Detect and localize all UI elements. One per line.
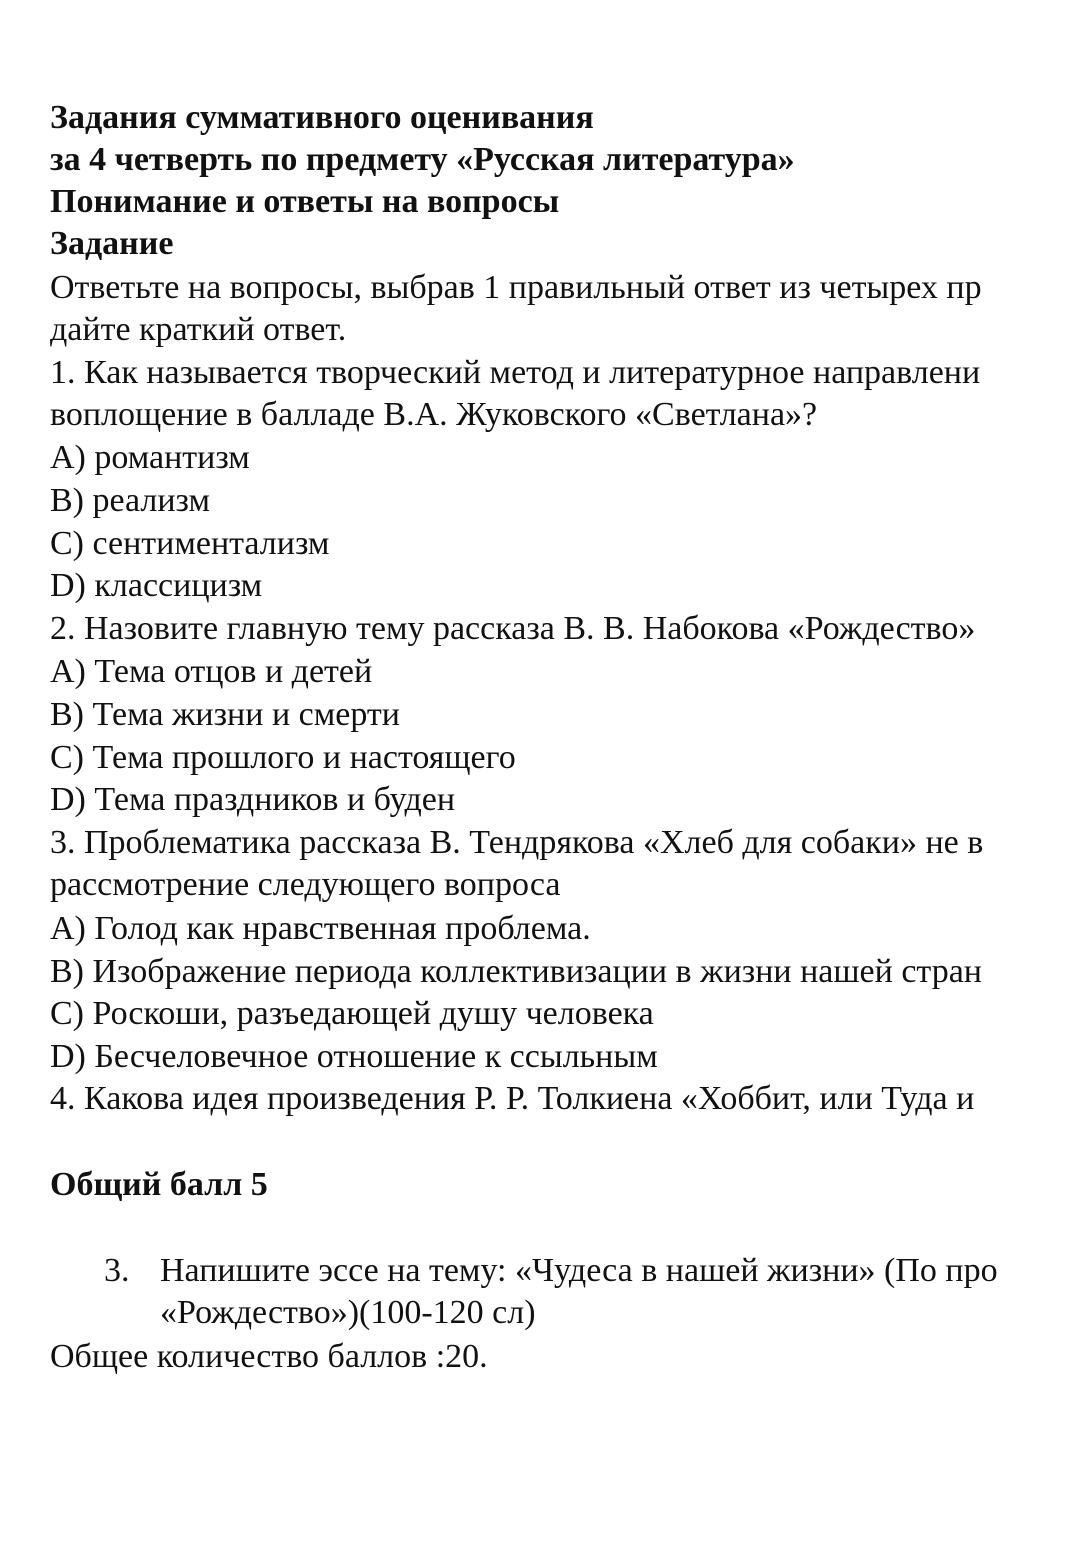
question-3-option-b: В) Изображение периода коллективизации в жизни нашей стран bbox=[50, 953, 982, 990]
question-2-option-c: С) Тема прошлого и настоящего bbox=[50, 739, 516, 776]
question-1-option-c: С) сентиментализм bbox=[50, 525, 330, 562]
question-3-option-d: D) Бесчеловечное отношение к ссыльным bbox=[50, 1038, 658, 1075]
total-score-label: Общий балл 5 bbox=[50, 1166, 268, 1203]
question-1-option-a: А) романтизм bbox=[50, 439, 250, 476]
question-1-option-d: D) классицизм bbox=[50, 567, 263, 604]
question-1-line-2: воплощение в балладе В.А. Жуковского «Светлана»? bbox=[50, 396, 818, 433]
overall-points: Общее количество баллов :20. bbox=[50, 1338, 488, 1375]
instruction-line-1: Ответьте на вопросы, выбрав 1 правильный ответ из четырех пр bbox=[50, 269, 982, 306]
question-1-line-1: 1. Как называется творческий метод и литературное направлени bbox=[50, 354, 981, 391]
heading-title-line-2: за 4 четверть по предмету «Русская литература» bbox=[50, 141, 795, 178]
question-2-option-d: D) Тема праздников и буден bbox=[50, 781, 456, 818]
question-1-option-b: В) реализм bbox=[50, 482, 211, 519]
question-2-option-a: А) Тема отцов и детей bbox=[50, 653, 373, 690]
essay-line-1: Напишите эссе на тему: «Чудеса в нашей жизни» (По про bbox=[160, 1252, 998, 1289]
heading-title-line-1: Задания суммативного оценивания bbox=[50, 99, 594, 136]
question-3-option-c: С) Роскоши, разъедающей душу человека bbox=[50, 995, 654, 1032]
question-3-line-2: рассмотрение следующего вопроса bbox=[50, 866, 561, 903]
question-3-line-1: 3. Проблематика рассказа В. Тендрякова «Хлеб для собаки» не в bbox=[50, 824, 984, 861]
instruction-line-2: дайте краткий ответ. bbox=[50, 311, 347, 348]
question-2-line-1: 2. Назовите главную тему рассказа В. В. Набокова «Рождество» bbox=[50, 610, 976, 647]
question-4-line-1: 4. Какова идея произведения Р. Р. Толкиена «Хоббит, или Туда и bbox=[50, 1080, 975, 1117]
essay-line-2: «Рождество»)(100-120 сл) bbox=[160, 1294, 536, 1331]
question-2-option-b: В) Тема жизни и смерти bbox=[50, 696, 400, 733]
heading-task-label: Задание bbox=[50, 225, 174, 262]
heading-section-title: Понимание и ответы на вопросы bbox=[50, 183, 560, 220]
question-3-option-a: А) Голод как нравственная проблема. bbox=[50, 910, 591, 947]
essay-number: 3. bbox=[104, 1252, 130, 1289]
